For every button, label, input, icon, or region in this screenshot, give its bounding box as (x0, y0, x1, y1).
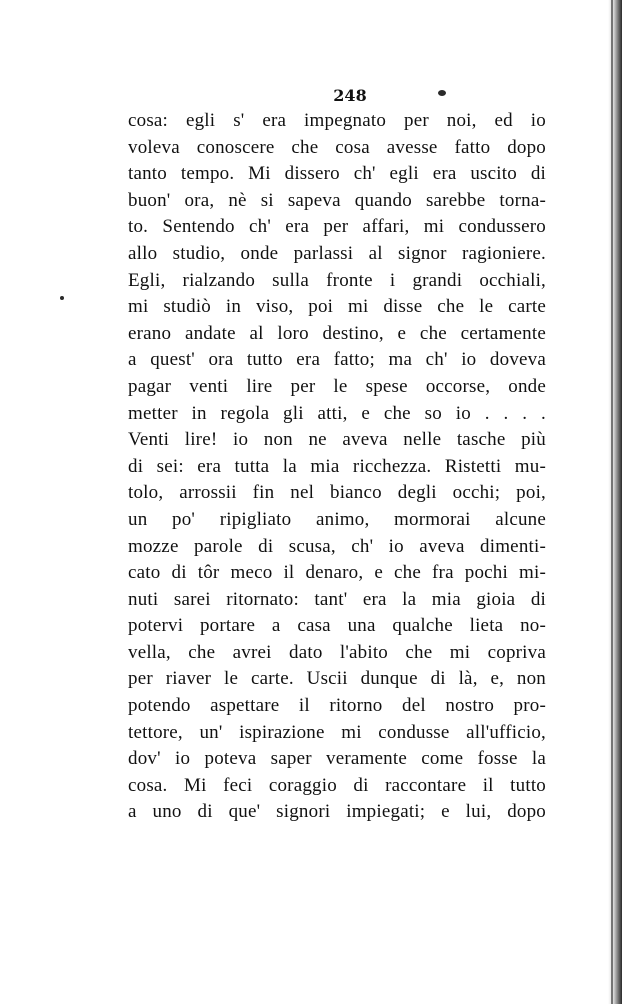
text-line: a uno di que' signori impiegati; e lui, dopo (128, 801, 546, 823)
text-line: tettore, un' ispirazione mi condusse all'ufficio, (128, 721, 546, 743)
text-line: erano andate al loro destino, e che certamente (128, 322, 546, 344)
body-text (128, 108, 546, 826)
ink-speck (60, 296, 64, 300)
text-line: pagar venti lire per le spese occorse, onde (128, 375, 546, 397)
text-line: buon' ora, nè si sapeva quando sarebbe torna- (128, 189, 546, 211)
text-line: metter in regola gli atti, e che so io . . . . (128, 402, 546, 424)
text-line: dov' io poteva saper veramente come fosse la (128, 748, 546, 770)
ink-blot (438, 90, 446, 96)
text-line: Venti lire! io non ne aveva nelle tasche più (128, 429, 546, 451)
text-line: cosa: egli s' era impegnato per noi, ed io (128, 110, 546, 131)
text-line: cosa. Mi feci coraggio di raccontare il tutto (128, 774, 546, 796)
text-line: allo studio, onde parlassi al signor ragioniere. (128, 242, 546, 264)
text-line: un po' ripigliato animo, mormorai alcune (128, 508, 546, 530)
text-line: potendo aspettare il ritorno del nostro pro- (128, 695, 546, 717)
text-line: nuti sarei ritornato: tant' era la mia gioia di (128, 588, 546, 610)
text-line: vella, che avrei dato l'abito che mi copriva (128, 641, 546, 663)
text-line: mi studiò in viso, poi mi disse che le carte (128, 296, 546, 318)
page-spine-edge (611, 0, 613, 1004)
text-line: per riaver le carte. Uscii dunque di là, e, non (128, 668, 546, 690)
text-line: di sei: era tutta la mia ricchezza. Ristetti mu- (128, 455, 546, 477)
text-line: to. Sentendo ch' era per affari, mi condussero (128, 216, 546, 238)
text-line: mozze parole di scusa, ch' io aveva dimenti- (128, 535, 546, 557)
text-line: tanto tempo. Mi dissero ch' egli era uscito di (128, 163, 546, 185)
page-number: 248 (333, 86, 367, 105)
text-line: a quest' ora tutto era fatto; ma ch' io doveva (128, 349, 546, 371)
text-line: potervi portare a casa una qualche lieta no- (128, 615, 546, 637)
text-line: tolo, arrossii fin nel bianco degli occhi; poi, (128, 482, 546, 504)
text-line: Egli, rialzando sulla fronte i grandi occhiali, (128, 269, 546, 291)
text-line: cato di tôr meco il denaro, e che fra pochi mi- (128, 562, 546, 584)
text-line: voleva conoscere che cosa avesse fatto dopo (128, 136, 546, 158)
